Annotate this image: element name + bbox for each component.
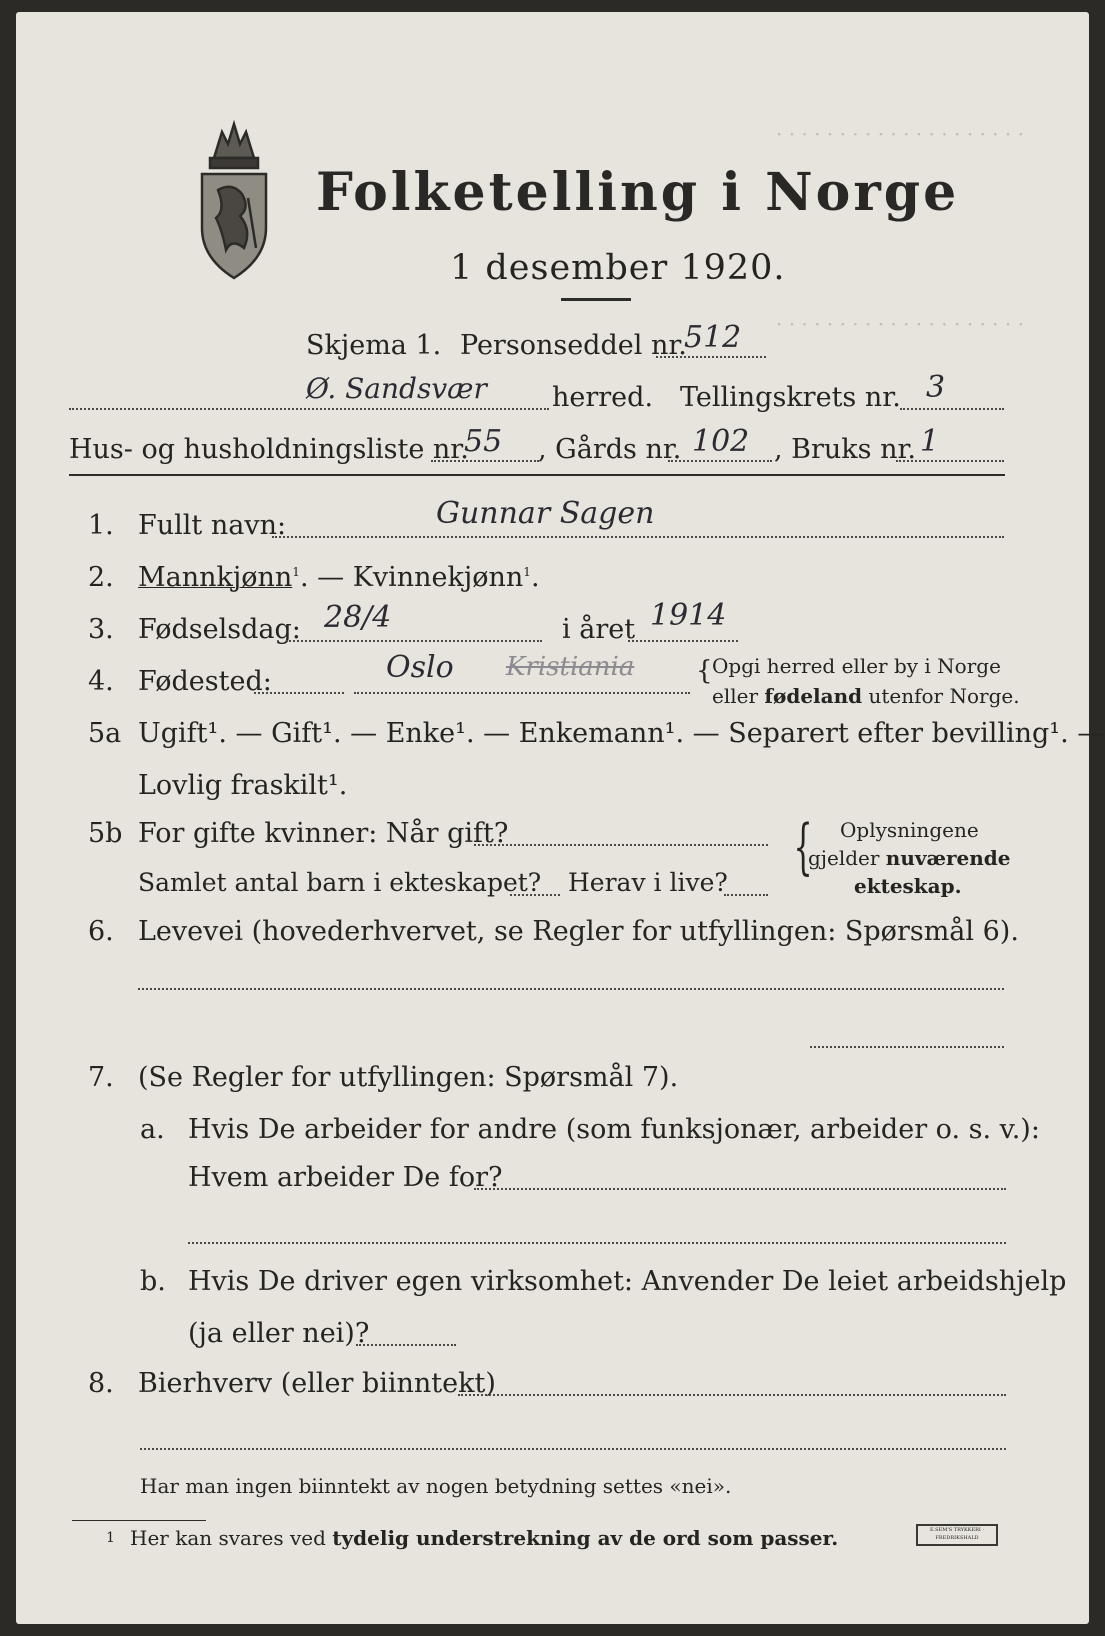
gards-label: , Gårds nr. [538, 434, 682, 465]
q1-label: Fullt navn: [138, 510, 287, 541]
q4-line-b [354, 692, 690, 694]
q7a-question: Hvem arbeider De for? [188, 1162, 503, 1193]
q5b-label-married: For gifte kvinner: Når gift? [138, 818, 509, 849]
q3-birth-date: 28/4 [324, 600, 392, 635]
gards-line [668, 460, 772, 462]
q4-line-a [254, 692, 344, 694]
q1-full-name: Gunnar Sagen [436, 496, 655, 531]
q5b-line-married [474, 844, 768, 846]
q8-line-2 [140, 1448, 1006, 1450]
bruks-value: 1 [920, 424, 940, 459]
herred-line [69, 408, 549, 410]
q4-label: Fødested: [138, 666, 272, 697]
q5b-label-children: Samlet antal barn i ekteskapet? [138, 868, 542, 897]
q4-birthplace: Oslo [386, 650, 454, 685]
q7b-letter: b. [140, 1266, 166, 1297]
personseddel-value: 512 [684, 320, 742, 355]
q7a-line-2 [188, 1242, 1006, 1244]
header-rule [69, 474, 1005, 476]
census-form-page [16, 12, 1105, 1624]
q7-label: (Se Regler for utfyllingen: Spørsmål 7). [138, 1062, 679, 1093]
q5b-line-alive [724, 894, 768, 896]
q5b-label-alive: Herav i live? [568, 868, 728, 897]
coat-of-arms-icon [192, 118, 276, 282]
q6-number: 6. [88, 916, 114, 947]
bruks-label: , Bruks nr. [774, 434, 917, 465]
q2-kvinnekjonn: Kvinnekjønn [352, 562, 524, 593]
personseddel-label: Personseddel nr. [460, 330, 687, 361]
q5b-brace: { [793, 812, 813, 882]
title-divider [561, 298, 631, 301]
q6-line-1 [138, 988, 1004, 990]
q3-birth-year: 1914 [650, 598, 727, 633]
q3-year-line [628, 640, 738, 642]
printer-stamp: E.SEM'S TRYKKERI · FREDRIKSHALD [916, 1524, 998, 1546]
q7b-line [356, 1344, 456, 1346]
q1-number: 1. [88, 510, 114, 541]
q3-number: 3. [88, 614, 114, 645]
husholdningsliste-label: Hus- og husholdningsliste nr. [69, 434, 469, 465]
q2-options: Mannkjønn$^1$. — Kvinnekjønn$^1$. [138, 562, 540, 593]
q4-struck-birthplace: Kristiania [506, 652, 635, 682]
note-nei: Har man ingen biinntekt av nogen betydning settes «nei». [140, 1474, 732, 1498]
tellingskrets-value: 3 [926, 370, 946, 405]
tellingskrets-label: Tellingskrets nr. [680, 382, 901, 413]
q5b-note-line3: ekteskap. [854, 874, 962, 898]
gards-value: 102 [692, 424, 750, 459]
herred-value: Ø. Sandsvær [306, 372, 487, 405]
form-title: Folketelling i Norge [316, 162, 960, 223]
q5b-note-line2: gjelder nuværende [808, 846, 1011, 870]
husholdningsliste-value: 55 [464, 424, 503, 459]
q4-note-line2: eller fødeland utenfor Norge. [712, 684, 1020, 708]
q7a-letter: a. [140, 1114, 165, 1145]
q2-number: 2. [88, 562, 114, 593]
q2-mannkjonn: Mannkjønn [138, 562, 293, 593]
q5b-note-line1: Oplysningene [840, 818, 979, 842]
q5b-number: 5b [88, 818, 123, 849]
q7a-line-1 [474, 1188, 1006, 1190]
q5a-options-line2: Lovlig fraskilt¹. [138, 770, 348, 801]
q8-line-1 [458, 1394, 1006, 1396]
q5a-options-line1: Ugift¹. — Gift¹. — Enke¹. — Enkemann¹. — Separert efter bevilling¹. — [138, 718, 1105, 749]
herred-label: herred. [552, 382, 654, 413]
q3-year-label: i året [562, 614, 636, 645]
q7-number: 7. [88, 1062, 114, 1093]
q7b-question: (ja eller nei)? [188, 1318, 370, 1349]
q6-line-2 [810, 1046, 1004, 1048]
q4-number: 4. [88, 666, 114, 697]
q7b-text: Hvis De driver egen virksomhet: Anvender De leiet arbeidshjelp [188, 1266, 1067, 1297]
bleed-through-text: · · · · · · · · · · · · · · · · · · · · [776, 122, 1024, 146]
q1-line [272, 536, 1004, 538]
form-date: 1 desember 1920. [450, 248, 786, 288]
q4-brace: { [696, 656, 713, 686]
q5a-number: 5a [88, 718, 122, 749]
footnote-number: 1 [106, 1530, 115, 1546]
personseddel-line [656, 356, 766, 358]
q8-label: Bierhverv (eller biinntekt) [138, 1368, 496, 1399]
q5b-line-children [510, 894, 560, 896]
skjema-label: Skjema 1. [306, 330, 442, 361]
q4-note-line1: Opgi herred eller by i Norge [712, 654, 1001, 678]
q3-line [286, 640, 542, 642]
bruks-line [896, 460, 1004, 462]
tellingskrets-line [900, 408, 1004, 410]
q6-label: Levevei (hovederhvervet, se Regler for utfyllingen: Spørsmål 6). [138, 916, 1019, 947]
footnote-rule [72, 1520, 206, 1521]
q7a-text: Hvis De arbeider for andre (som funksjonær, arbeider o. s. v.): [188, 1114, 1040, 1145]
q3-label: Fødselsdag: [138, 614, 301, 645]
footnote-text: Her kan svares ved tydelig understrekning av de ord som passer. [130, 1526, 839, 1550]
husholdningsliste-line [431, 460, 539, 462]
bleed-through-text: · · · · · · · · · · · · · · · · · · · · [776, 312, 1024, 336]
q8-number: 8. [88, 1368, 114, 1399]
